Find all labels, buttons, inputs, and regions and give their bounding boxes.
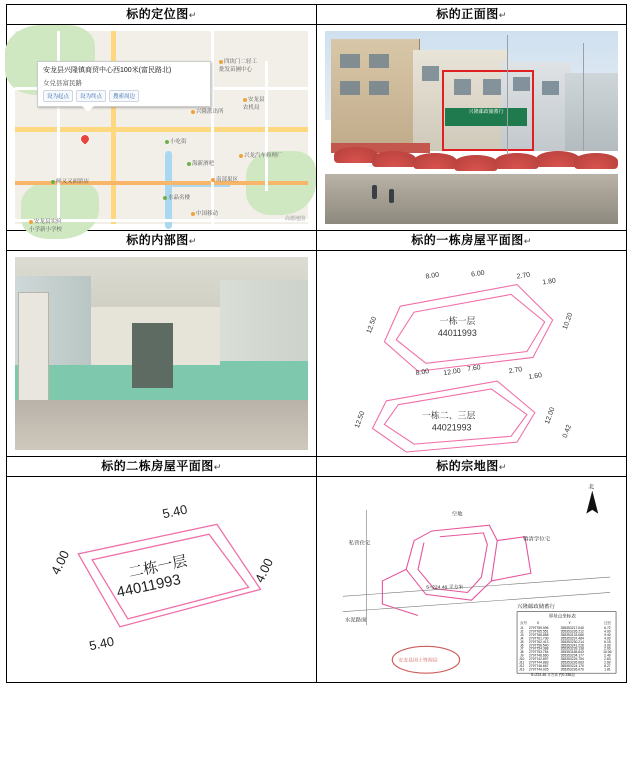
pilcrow: ↵ — [188, 10, 197, 20]
svg-text:2797762.413: 2797762.413 — [528, 639, 549, 644]
plan1-dim: 8.00 — [415, 368, 430, 378]
image-grid — [6, 4, 627, 683]
plan1-dim: 8.00 — [425, 271, 440, 281]
svg-text:J11: J11 — [519, 660, 525, 665]
poi-dot-icon — [243, 98, 247, 102]
svg-text:355353226.083: 355353226.083 — [560, 660, 584, 665]
plan2-svg — [13, 481, 310, 678]
grid-row-1-images — [7, 25, 627, 231]
map-poi[interactable]: 海新酒吧 — [187, 159, 214, 167]
svg-text:2.63: 2.63 — [604, 657, 611, 662]
plan2-title: 二栋一层 — [127, 553, 189, 582]
map-info-bubble[interactable] — [37, 61, 211, 107]
window — [542, 81, 560, 95]
svg-text:2797754.388: 2797754.388 — [528, 646, 549, 651]
ground — [325, 174, 618, 224]
grid-row-3-images — [7, 477, 627, 683]
map-poi[interactable]: 四块门二轻工 批发苗圃中心 — [219, 59, 258, 73]
caption-parcel: 标的宗地图↵ — [436, 459, 507, 473]
plan1-drawing — [323, 255, 620, 452]
svg-text:J3: J3 — [520, 632, 524, 637]
coord-table-footer: S=224.46 平方米 约0.336亩 — [530, 673, 575, 678]
umbrella — [372, 151, 416, 167]
plan2-dim-top: 5.40 — [160, 501, 189, 522]
shop-sign — [445, 108, 527, 125]
pilcrow: ↵ — [498, 10, 507, 20]
svg-text:355353185.843: 355353185.843 — [560, 650, 584, 655]
interior-photo-canvas — [15, 257, 308, 450]
map-poi[interactable]: 兴隆派出所 — [191, 107, 224, 115]
svg-text:J13: J13 — [519, 667, 525, 672]
map-poi[interactable]: 兴龙汽车修理厂 — [239, 151, 283, 159]
pilcrow: ↵ — [523, 236, 532, 246]
caption-cell-plan2 — [7, 457, 317, 477]
plan1-image — [317, 251, 626, 456]
svg-text:J8: J8 — [520, 650, 524, 655]
coordinate-table — [517, 612, 616, 677]
plan2-image — [7, 477, 316, 682]
svg-text:355353229.754: 355353229.754 — [560, 657, 584, 662]
svg-text:2.40: 2.40 — [604, 653, 611, 658]
window — [340, 81, 361, 95]
grid-row-2-captions — [7, 231, 627, 251]
plan1-dim: 1.80 — [541, 277, 557, 287]
plan1-dim: 2.70 — [516, 271, 531, 281]
svg-text:J5: J5 — [520, 639, 524, 644]
svg-text:355353241.226: 355353241.226 — [560, 643, 584, 648]
building-far-right — [565, 73, 618, 150]
map-road — [111, 31, 116, 224]
map-road — [265, 61, 268, 191]
parcel-label-road: 水泥路面 — [344, 617, 367, 624]
image-cell-plan2 — [7, 477, 317, 683]
svg-text:1.81: 1.81 — [604, 667, 611, 672]
svg-text:J9: J9 — [520, 653, 524, 658]
image-cell-map — [7, 25, 317, 231]
svg-text:2797744.883: 2797744.883 — [528, 660, 549, 665]
parcel-label-area: S=224.46 平方米 — [425, 585, 464, 591]
pedestrian — [389, 189, 394, 203]
svg-text:J6: J6 — [520, 643, 524, 648]
svg-text:J2: J2 — [520, 629, 524, 634]
map-road — [211, 31, 214, 224]
caption-plan1: 标的一栋房屋平面图↵ — [411, 233, 532, 247]
image-cell-interior — [7, 251, 317, 457]
pedestrian — [372, 185, 377, 199]
svg-text:J7: J7 — [520, 646, 524, 651]
map-canvas — [15, 31, 308, 233]
plan2-dim-bottom: 5.40 — [87, 633, 116, 654]
map-water — [165, 151, 172, 229]
bubble-subtitle: 女兑县富民路 — [43, 80, 82, 87]
plan2-dim-left: 4.00 — [47, 547, 73, 577]
parcel-svg — [323, 481, 620, 678]
plan2-code: 44011993 — [115, 572, 183, 602]
image-cell-parcel — [317, 477, 627, 683]
umbrella — [454, 155, 498, 171]
svg-text:355353217.040: 355353217.040 — [560, 626, 584, 630]
svg-text:355353226.212: 355353226.212 — [560, 629, 584, 634]
svg-text:355353226.070: 355353226.070 — [560, 667, 584, 672]
parcel-drawing — [323, 481, 620, 678]
svg-text:2797742.897: 2797742.897 — [528, 657, 549, 662]
image-cell-plan1 — [317, 251, 627, 457]
facade-photo-canvas — [325, 31, 618, 224]
svg-text:355353230.214: 355353230.214 — [560, 639, 584, 644]
utility-pole — [507, 35, 509, 155]
poi-dot-icon — [219, 60, 223, 64]
svg-text:2797753.754: 2797753.754 — [528, 650, 549, 655]
svg-text:2797746.667: 2797746.667 — [528, 664, 549, 669]
parcel-label-neighbor: 镇清学位宅 — [522, 536, 551, 543]
plan1-dim: 6.00 — [470, 269, 486, 279]
plan1-dim: 7.60 — [466, 364, 482, 374]
svg-text:3.00: 3.00 — [604, 643, 611, 648]
north-arrow-icon — [586, 483, 598, 514]
bubble-title: 安龙县兴隆镇商贸中心西100米(富民路北) — [43, 67, 172, 74]
svg-text:2797765.551: 2797765.551 — [528, 629, 549, 634]
grid-row-1-captions — [7, 5, 627, 25]
doorway-dark — [132, 323, 173, 389]
map-poi[interactable]: 中国移动 — [191, 209, 218, 217]
svg-text:安龙县国土资源局: 安龙县国土资源局 — [398, 658, 438, 664]
plan1-dim: 1.60 — [528, 372, 543, 382]
poi-dot-icon — [239, 154, 243, 158]
window — [369, 54, 390, 68]
search-nearby-button[interactable]: 搜索周边 — [109, 90, 139, 102]
umbrella — [574, 153, 618, 169]
svg-text:4.00: 4.00 — [604, 629, 611, 634]
poi-dot-icon — [187, 162, 191, 166]
map-poi[interactable]: 小吃街 — [165, 137, 187, 145]
svg-text:2.00: 2.00 — [604, 646, 611, 651]
window — [369, 81, 390, 95]
svg-text:9.40: 9.40 — [604, 632, 611, 637]
poi-dot-icon — [191, 110, 195, 114]
plan2-dim-right: 4.00 — [251, 555, 277, 585]
plan1-upper-title: 一栋一层 — [439, 315, 476, 326]
plan1-dim: 2.70 — [508, 366, 523, 376]
svg-text:2797761.730: 2797761.730 — [528, 636, 549, 641]
caption-cell-map — [7, 5, 317, 25]
plan1-dim: 0.42 — [561, 423, 574, 439]
map-poi[interactable]: 安龙县 农机局 — [243, 97, 265, 111]
svg-text:点号: 点号 — [520, 621, 528, 626]
pilcrow: ↵ — [213, 462, 222, 472]
plan1-dim: 12.50 — [353, 410, 367, 430]
set-end-button[interactable]: 设为终点 — [76, 90, 106, 102]
svg-text:J12: J12 — [519, 664, 525, 669]
map-watermark: 高德地图 — [284, 216, 305, 222]
plan1-upper-code: 44011993 — [437, 327, 477, 338]
image-cell-facade — [317, 25, 627, 231]
shop-sign-text: 兴隆邮政储蓄行 — [468, 109, 504, 116]
coord-table-title: 界址点坐标表 — [548, 613, 576, 619]
window — [340, 54, 361, 68]
plan1-dim: 12.50 — [365, 315, 379, 335]
window — [422, 66, 440, 81]
map-poi[interactable]: 安龙县实验 小学新小学校 — [29, 219, 63, 233]
facade-image — [317, 25, 626, 230]
svg-text:355353234.177: 355353234.177 — [560, 653, 584, 658]
svg-text:2797756.540: 2797756.540 — [528, 643, 549, 648]
svg-text:2797768.858: 2797768.858 — [528, 632, 549, 637]
plan2-drawing — [13, 481, 310, 678]
poi-dot-icon — [163, 196, 167, 200]
svg-text:355353133.080: 355353133.080 — [560, 632, 584, 637]
caption-facade: 标的正面图↵ — [436, 7, 507, 21]
map-pin-icon[interactable] — [79, 133, 90, 144]
svg-text:2.60: 2.60 — [604, 660, 611, 665]
official-seal — [392, 646, 459, 673]
svg-text:4.00: 4.00 — [604, 636, 611, 641]
parcel-label-bank: 兴隆邮政储蓄行 — [517, 603, 556, 610]
svg-text:8.27: 8.27 — [604, 664, 611, 669]
plan1-dim: 12.00 — [544, 406, 557, 426]
umbrella — [413, 153, 457, 169]
map-road — [57, 31, 60, 224]
parcel-label-open: 空地 — [451, 511, 463, 518]
caption-interior: 标的内部图↵ — [126, 233, 197, 247]
svg-text:J1: J1 — [520, 626, 524, 630]
door-left — [18, 292, 49, 414]
svg-text:J10: J10 — [519, 657, 525, 662]
map-poi[interactable]: 南部果区 — [211, 175, 238, 183]
svg-text:北: 北 — [588, 484, 595, 491]
caption-cell-facade — [317, 5, 627, 25]
parcel-label-private: 私营住宅 — [348, 540, 371, 547]
pilcrow: ↵ — [498, 462, 507, 472]
svg-text:6.72: 6.72 — [604, 626, 611, 630]
poi-dot-icon — [191, 212, 195, 216]
map-image — [7, 25, 316, 233]
plan1-svg — [323, 255, 620, 452]
grid-row-2-images — [7, 251, 627, 457]
pilcrow: ↵ — [188, 236, 197, 246]
caption-cell-plan1 — [317, 231, 627, 251]
poi-dot-icon — [211, 178, 215, 182]
poi-dot-icon — [29, 220, 33, 224]
svg-text:Y: Y — [568, 621, 571, 626]
utility-pole — [583, 43, 585, 151]
set-start-button[interactable]: 设为起点 — [43, 90, 73, 102]
plan1-lower-code: 44021993 — [431, 422, 472, 433]
poi-dot-icon — [165, 140, 169, 144]
svg-text:6.15: 6.15 — [604, 639, 611, 644]
parcel-image — [317, 477, 626, 682]
grid-row-3-captions — [7, 457, 627, 477]
svg-text:2797749.925: 2797749.925 — [528, 667, 549, 672]
plan1-dim: 10.20 — [561, 311, 575, 331]
svg-text:J4: J4 — [520, 636, 524, 641]
plan1-dim: 12.00 — [442, 367, 462, 378]
svg-text:10.06: 10.06 — [603, 650, 612, 655]
umbrella — [495, 153, 539, 169]
svg-text:边长: 边长 — [604, 621, 612, 626]
caption-plan2: 标的二栋房屋平面图↵ — [101, 459, 222, 473]
svg-text:355353224.170: 355353224.170 — [560, 664, 584, 669]
plan1-lower-title: 一栋二、三层 — [422, 410, 476, 421]
interior-image — [7, 251, 316, 456]
map-poi[interactable]: 水晶名楼 — [163, 193, 190, 201]
map-poi[interactable]: 鲜又又面馆店 — [51, 177, 89, 185]
svg-text:X: X — [536, 621, 540, 626]
caption-cell-parcel — [317, 457, 627, 477]
bubble-buttons — [43, 90, 205, 102]
svg-text:2797759.996: 2797759.996 — [528, 626, 549, 630]
svg-text:355353237.484: 355353237.484 — [560, 636, 584, 641]
svg-text:2797746.660: 2797746.660 — [528, 653, 549, 658]
poi-dot-icon — [51, 180, 55, 184]
floor — [15, 400, 308, 450]
caption-map: 标的定位图↵ — [126, 7, 197, 21]
svg-text:355353239.138: 355353239.138 — [560, 646, 584, 651]
